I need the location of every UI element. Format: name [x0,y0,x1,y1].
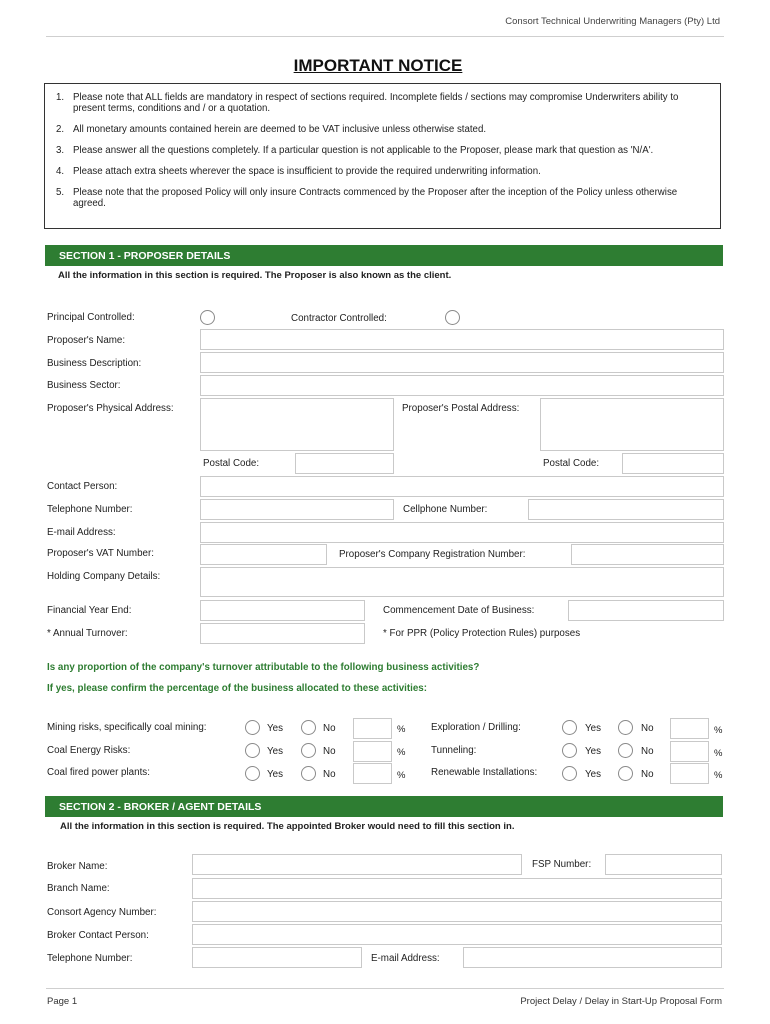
section-2-header: SECTION 2 - BROKER / AGENT DETAILS [45,796,723,817]
section-1-note: All the information in this section is required. The Proposer is also known as the client. [58,270,452,281]
ppr-note: * For PPR (Policy Protection Rules) purposes [383,628,581,639]
email-address-label: E-mail Address: [47,527,116,538]
broker-email-field[interactable] [463,947,722,968]
business-sector-label: Business Sector: [47,380,121,391]
activity-yes-radio[interactable] [245,743,260,758]
activity-no-radio[interactable] [618,766,633,781]
activity-label: Exploration / Drilling: [431,722,521,733]
activity-yes-label: Yes [267,746,283,757]
activity-yes-radio[interactable] [245,766,260,781]
notice-item-text: Please attach extra sheets wherever the space is insufficient to provide the required underwriting information. [73,166,541,177]
telephone-number-label: Telephone Number: [47,504,133,515]
business-description-label: Business Description: [47,358,142,369]
commencement-date-field[interactable] [568,600,724,621]
notice-list [53,92,712,219]
broker-email-label: E-mail Address: [371,953,440,964]
agency-number-field[interactable] [192,901,722,922]
notice-box [44,83,721,229]
commencement-date-label: Commencement Date of Business: [383,605,535,616]
cellphone-number-label: Cellphone Number: [403,504,488,515]
fsp-number-field[interactable] [605,854,722,875]
postal-postal-code-label: Postal Code: [543,458,600,469]
activity-no-radio[interactable] [301,743,316,758]
physical-postal-code-label: Postal Code: [203,458,260,469]
activity-percent-sign: % [714,770,723,781]
activity-yes-label: Yes [267,723,283,734]
activity-percentage-field[interactable] [670,763,709,784]
activity-no-radio[interactable] [301,720,316,735]
branch-name-label: Branch Name: [47,883,110,894]
activity-label: Coal Energy Risks: [47,745,131,756]
registration-number-label: Proposer's Company Registration Number: [339,549,526,560]
holding-company-label: Holding Company Details: [47,571,161,582]
activity-no-label: No [641,723,654,734]
activity-percentage-field[interactable] [353,763,392,784]
broker-name-label: Broker Name: [47,861,108,872]
contractor-controlled-label: Contractor Controlled: [291,313,387,324]
activity-no-label: No [323,769,336,780]
proposer-name-field[interactable] [200,329,724,350]
email-address-field[interactable] [200,522,724,543]
section-2-note: All the information in this section is required. The appointed Broker would need to fill this section in. [60,821,515,832]
activity-no-label: No [641,746,654,757]
notice-item-number: 5. [56,187,65,198]
notice-item [53,166,712,177]
activity-yes-label: Yes [267,769,283,780]
footer-divider [46,988,724,989]
turnover-percentage-question: If yes, please confirm the percentage of the business allocated to these activities: [47,683,428,694]
activity-percentage-field[interactable] [353,718,392,739]
fsp-number-label: FSP Number: [532,859,592,870]
financial-year-end-field[interactable] [200,600,365,621]
physical-postal-code-field[interactable] [295,453,394,474]
activity-yes-label: Yes [585,769,601,780]
notice-item-number: 2. [56,124,65,135]
notice-item-number: 4. [56,166,65,177]
notice-item-text: All monetary amounts contained herein are deemed to be VAT inclusive unless otherwise stated. [73,124,487,135]
proposer-name-label: Proposer's Name: [47,335,126,346]
notice-item [53,124,712,135]
activity-no-label: No [641,769,654,780]
vat-number-field[interactable] [200,544,327,565]
notice-item [53,187,712,209]
vat-number-label: Proposer's VAT Number: [47,548,154,559]
cellphone-number-field[interactable] [528,499,724,520]
activity-percent-sign: % [397,747,406,758]
form-name: Project Delay / Delay in Start-Up Proposal Form [520,996,722,1007]
activity-label: Coal fired power plants: [47,767,150,778]
physical-address-field[interactable] [200,398,394,451]
broker-name-field[interactable] [192,854,522,875]
notice-item [53,145,712,156]
financial-year-end-label: Financial Year End: [47,605,132,616]
notice-item-number: 1. [56,92,65,103]
page-number: Page 1 [47,996,78,1007]
contact-person-label: Contact Person: [47,481,118,492]
section-1-header: SECTION 1 - PROPOSER DETAILS [45,245,723,266]
activity-no-label: No [323,723,336,734]
activity-yes-label: Yes [585,746,601,757]
contractor-controlled-radio[interactable] [445,310,460,325]
notice-item-text: Please note that the proposed Policy will only insure Contracts commenced by the Proposer after the inception of the Policy unless otherwise agreed. [73,187,678,209]
activity-yes-radio[interactable] [562,766,577,781]
broker-telephone-label: Telephone Number: [47,953,133,964]
activity-percentage-field[interactable] [670,741,709,762]
principal-controlled-radio[interactable] [200,310,215,325]
notice-item-number: 3. [56,145,65,156]
activity-label: Tunneling: [431,745,477,756]
activity-percent-sign: % [397,724,406,735]
holding-company-field[interactable] [200,567,724,597]
business-description-field[interactable] [200,352,724,373]
activity-yes-label: Yes [585,723,601,734]
activity-yes-radio[interactable] [562,743,577,758]
agency-number-label: Consort Agency Number: [47,907,157,918]
notice-title: IMPORTANT NOTICE [293,56,463,75]
postal-address-field[interactable] [540,398,724,451]
business-sector-field[interactable] [200,375,724,396]
branch-name-field[interactable] [192,878,722,899]
activity-label: Renewable Installations: [431,767,538,778]
physical-address-label: Proposer's Physical Address: [47,403,174,414]
activity-no-radio[interactable] [618,720,633,735]
company-name: Consort Technical Underwriting Managers (Pty) Ltd [505,16,720,27]
contact-person-field[interactable] [200,476,724,497]
annual-turnover-label: * Annual Turnover: [47,628,128,639]
activity-percent-sign: % [397,770,406,781]
principal-controlled-label: Principal Controlled: [47,312,135,323]
activity-no-radio[interactable] [301,766,316,781]
activity-percent-sign: % [714,725,723,736]
postal-address-label: Proposer's Postal Address: [402,403,520,414]
activity-percent-sign: % [714,748,723,759]
annual-turnover-field[interactable] [200,623,365,644]
notice-item-text: Please note that ALL fields are mandatory in respect of sections required. Incomplete fields / sections may compromise Underwriters ability to present terms, conditions and / or a quotation. [73,92,679,114]
telephone-number-field[interactable] [200,499,394,520]
registration-number-field[interactable] [571,544,724,565]
notice-item [53,92,712,114]
notice-item-text: Please answer all the questions completely. If a particular question is not applicable to the Proposer, please mark that question as 'N/A'. [73,145,654,156]
activity-yes-radio[interactable] [245,720,260,735]
activity-percentage-field[interactable] [353,741,392,762]
activity-label: Mining risks, specifically coal mining: [47,722,207,733]
postal-postal-code-field[interactable] [622,453,724,474]
broker-telephone-field[interactable] [192,947,362,968]
activity-no-radio[interactable] [618,743,633,758]
broker-contact-field[interactable] [192,924,722,945]
activity-yes-radio[interactable] [562,720,577,735]
turnover-activities-question: Is any proportion of the company's turnover attributable to the following business activities? [47,662,480,673]
broker-contact-label: Broker Contact Person: [47,930,149,941]
activity-percentage-field[interactable] [670,718,709,739]
activity-no-label: No [323,746,336,757]
header-divider [46,36,724,37]
